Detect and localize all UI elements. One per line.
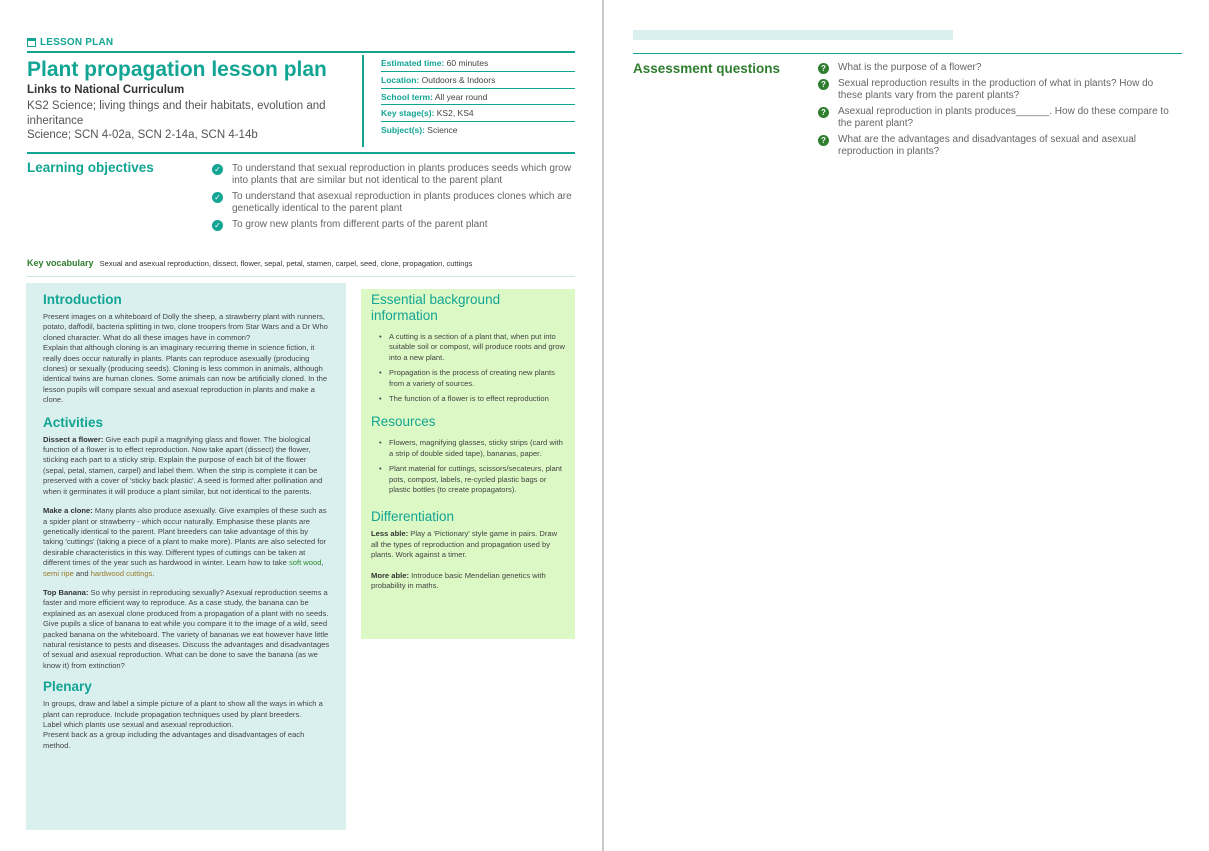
activity-top-banana: Top Banana: So why persist in reproducing sexually? Asexual reproduction seems a faster and more efficient way to reproduce. As a case study, the banana can be explained as an asexual clone produced from a propagation of a plant with no seeds. Give pupils a slice of banana to eat while you compare it to the image of a wild, seed packed banana on the whiteboard. The variety of bananas we eat however have little natural resistance to pests and diseases. Discuss the advantages and disadvantages of sexual and asexual reproduction. What can be done to save the banana (as we know it) from extinction? [43,587,330,670]
list-item: ? What is the purpose of a flower? [818,62,1173,74]
differentiation-less-able: Less able: Play a 'Pictionary' style game in pairs. Draw all the types of reproduction and propagation used by plants. Work against a timer. [371,529,558,560]
meta-estimated-time: Estimated time: 60 minutes [381,55,575,72]
list-item: ✓ To understand that sexual reproduction in plants produces seeds which grow into plants that are similar but not identical to the parent plant [212,163,572,187]
key-vocabulary [27,258,472,268]
question-circle-icon: ? [818,107,829,118]
learning-objectives-heading: Learning objectives [27,160,154,175]
header-rule [27,51,575,53]
resources-list [371,438,565,495]
assessment-heading: Assessment questions [633,61,781,76]
check-circle-icon: ✓ [212,220,223,231]
list-item: ? What are the advantages and disadvantages of sexual and asexual reproduction in plants? [818,134,1173,158]
lesson-plan-tag [27,37,113,48]
check-circle-icon: ✓ [212,164,223,175]
lesson-meta [381,55,575,139]
meta-location: Location: Outdoors & Indoors [381,72,575,89]
calendar-icon [27,38,36,47]
list-item: • Flowers, magnifying glasses, sticky strips (card with a strip of double sided tape), bananas, paper. [379,438,565,459]
assessment-rule [633,53,1182,54]
list-item: ✓ To understand that asexual reproduction in plants produces clones which are genetically identical to the parent plant [212,191,572,215]
key-vocabulary-text: Sexual and asexual reproduction, dissect, flower, sepal, petal, stamen, carpel, seed, clone, propagation, cuttings [99,259,473,268]
curriculum-link-ks2: KS2 Science; living things and their habitats, evolution and inheritance [27,100,326,127]
lesson-plan-tag-label: LESSON PLAN [40,37,114,48]
background-heading: Essential background information [371,292,501,323]
right-page-header-bar [633,30,953,40]
list-item: • The function of a flower is to effect reproduction [379,394,565,404]
page-divider [602,0,604,851]
curriculum-links-title: Links to National Curriculum [27,84,185,96]
background-list [371,332,565,404]
differentiation-heading: Differentiation [371,509,455,525]
check-circle-icon: ✓ [212,192,223,203]
question-circle-icon: ? [818,135,829,146]
plenary-text: In groups, draw and label a simple picture of a plant to show all the ways in which a plant can reproduce. Include propagation techniques used by plant breeders. Label which plants use sexual and asexual reproduction. Present back as a group including the advantages and disadvantages of each method. [43,699,323,750]
key-vocabulary-label: Key vocabulary [27,258,94,268]
objectives-rule [27,152,575,154]
activity-make-clone: Make a clone: Many plants also produce asexually. Give examples of these such as a spider plant or strawberry - which occur naturally. Emphasise these plants are genetically identical to the parent. Plant breeders can take advantage of this by taking 'cuttings' (taking a piece of a plant to make more). Plants are also selected for desirable characteristics in this way. Different types of cuttings can be taken at different times of the year such as hardwood in winter. Learn how to take soft wood, semi ripe and hardwood cuttings. [43,506,327,578]
background-panel [361,289,575,639]
semi-ripe-link[interactable]: semi ripe [43,568,74,578]
activities-heading: Activities [43,414,104,430]
list-item: ? Asexual reproduction in plants produces______. How do these compare to the parent plant? [818,106,1173,130]
introduction-heading: Introduction [43,292,122,307]
curriculum-links-body [27,99,352,143]
question-circle-icon: ? [818,63,829,74]
learning-objectives-list [212,163,572,235]
list-item: • Propagation is the process of creating new plants from a variety of sources. [379,368,565,389]
page-title: Plant propagation lesson plan [27,58,327,81]
meta-school-term: School term: All year round [381,89,575,106]
list-item: • A cutting is a section of a plant that, when put into suitable soil or compost, will produce roots and grow into a new plant. [379,332,565,363]
header-vertical-rule [362,55,364,147]
activity-dissect-flower: Dissect a flower: Give each pupil a magnifying glass and flower. The biological function of a flower is to effect reproduction. Now take apart (dissect) the flower, sticking each part to a sticky strip. Explain the purpose of each bit of the flower (sepal, petal, stamen, carpel) and label them. When the strip is complete it can be preserved with a cover of 'sticky back plastic'. A seed is formed after pollination and when it germinates it will produce a plant similar, but not identical to the parents. [43,434,323,496]
list-item: ✓ To grow new plants from different parts of the parent plant [212,219,572,231]
plenary-heading: Plenary [43,679,92,695]
meta-subjects: Subject(s): Science [381,125,458,136]
resources-heading: Resources [371,414,436,430]
list-item: • Plant material for cuttings, scissors/secateurs, plant pots, compost, labels, re-cycled plastic bags or plastic bottles (to create propagators). [379,464,565,495]
differentiation-more-able: More able: Introduce basic Mendelian genetics with probability in maths. [371,570,546,591]
vocabulary-rule [27,276,575,277]
hardwood-cuttings-link[interactable]: hardwood cuttings [90,568,153,578]
question-circle-icon: ? [818,79,829,90]
soft-wood-link[interactable]: soft wood [288,558,322,568]
curriculum-link-scn: Science; SCN 4-02a, SCN 2-14a, SCN 4-14b [27,129,258,141]
introduction-text: Present images on a whiteboard of Dolly the sheep, a strawberry plant with runners, potato, daffodil, bacteria splitting in two, clone troopers from Star Wars and a Dr Who cloned character. What do all these images have in common? Explain that although cloning is an imaginary recurring theme in science fiction, it really does occur naturally in plants. Plants can reproduce asexually (producing clones) or sexually (producing seeds). Cloning is less common in animals, although identical twins are human clones. Some animals can now be artificially cloned. In the lesson pupils will compare sexual and asexual reproduction in plants and make a clone. [43,312,328,405]
list-item: ? Sexual reproduction results in the production of what in plants? How do these plants vary from the parent plants? [818,78,1173,102]
lesson-main-panel [26,283,346,830]
meta-key-stages: Key stage(s): KS2, KS4 [381,105,575,122]
assessment-questions-list [818,62,1173,162]
